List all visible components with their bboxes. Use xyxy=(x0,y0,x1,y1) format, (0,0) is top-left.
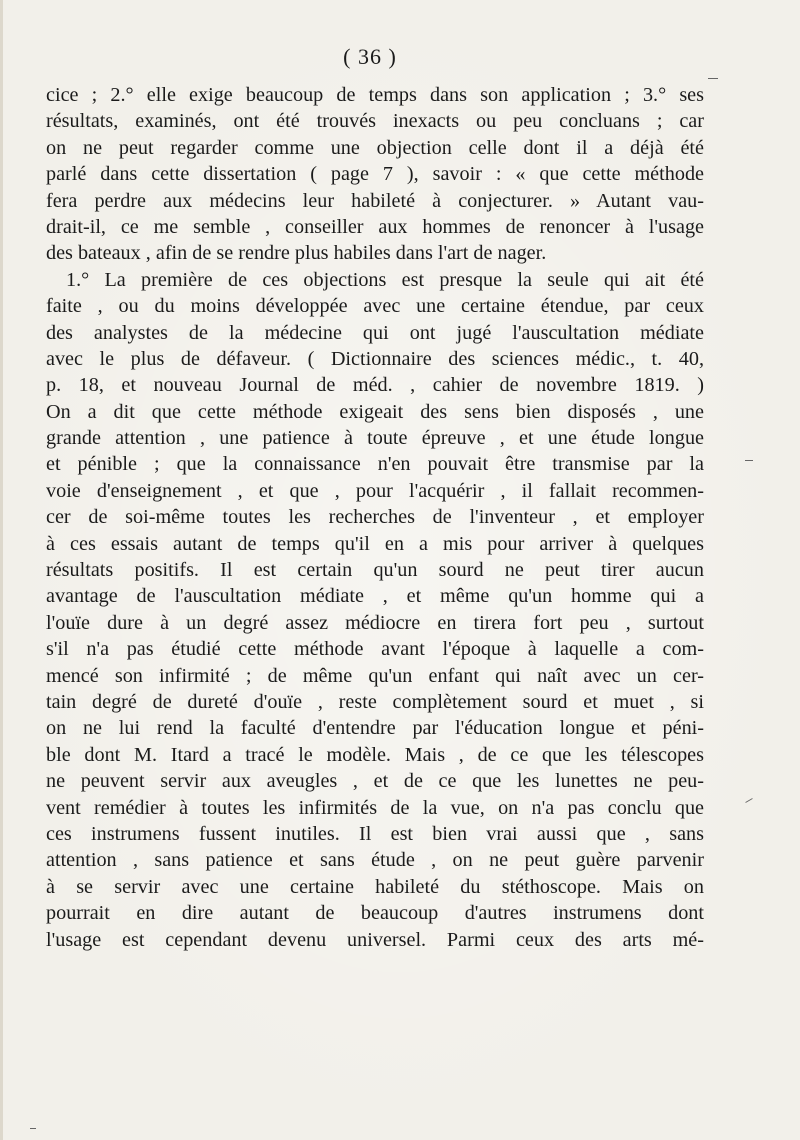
text-line: à ces essais autant de temps qu'il en a mis pour arriver à quelques xyxy=(46,532,704,555)
text-line: avantage de l'auscultation médiate , et même qu'un homme qui a xyxy=(46,585,704,608)
text-line: avec le plus de défaveur. ( Dictionnaire des sciences médic., t. 40, xyxy=(46,347,704,370)
text-line: tain degré de dureté d'ouïe , reste complètement sourd et muet , si xyxy=(46,690,704,713)
text-line: on ne lui rend la faculté d'entendre par l'éducation longue et péni- xyxy=(46,717,704,740)
text-line: ces instrumens fussent inutiles. Il est bien vrai aussi que , sans xyxy=(46,822,704,845)
margin-mark xyxy=(745,460,753,461)
text-line: et pénible ; que la connaissance n'en pouvait être transmise par la xyxy=(46,453,704,476)
text-line: p. 18, et nouveau Journal de méd. , cahier de novembre 1819. ) xyxy=(46,374,704,397)
text-line: des bateaux , afin de se rendre plus habiles dans l'art de nager. xyxy=(46,242,547,265)
text-line: l'ouïe dure à un degré assez médiocre en tirera fort peu , surtout xyxy=(46,611,704,634)
text-line: s'il n'a pas étudié cette méthode avant l'époque à laquelle a com- xyxy=(46,638,704,661)
text-line: grande attention , une patience à toute épreuve , et une étude longue xyxy=(46,427,704,450)
text-line: parlé dans cette dissertation ( page 7 ), savoir : « que cette méthode xyxy=(46,163,704,186)
page-edge-shadow xyxy=(0,0,3,1140)
text-line: l'usage est cependant devenu universel. Parmi ceux des arts mé- xyxy=(46,928,704,951)
page-number: ( 36 ) xyxy=(343,44,397,69)
text-line: attention , sans patience et sans étude , on ne peut guère parvenir xyxy=(46,849,704,872)
text-line: On a dit que cette méthode exigeait des sens bien disposés , une xyxy=(46,400,704,423)
margin-mark xyxy=(708,78,718,79)
text-line: drait-il, ce me semble , conseiller aux hommes de renoncer à l'usage xyxy=(46,215,704,238)
text-line: résultats, examinés, ont été trouvés inexacts ou peu concluans ; car xyxy=(46,110,704,133)
text-line: mencé son infirmité ; de même qu'un enfant qui naît avec un cer- xyxy=(46,664,704,687)
text-line: fera perdre aux médecins leur habileté à conjecturer. » Autant vau- xyxy=(46,189,704,212)
text-line: 1.° La première de ces objections est presque la seule qui ait été xyxy=(66,268,704,291)
text-line: des analystes de la médecine qui ont jugé l'auscultation médiate xyxy=(46,321,704,344)
text-line: voie d'enseignement , et que , pour l'acquérir , il fallait recommen- xyxy=(46,479,704,502)
margin-mark xyxy=(745,798,752,803)
text-line: cer de soi-même toutes les recherches de l'inventeur , et employer xyxy=(46,506,704,529)
text-line: faite , ou du moins développée avec une certaine étendue, par ceux xyxy=(46,295,704,318)
body-text xyxy=(46,82,704,953)
text-line: à se servir avec une certaine habileté du stéthoscope. Mais on xyxy=(46,875,704,898)
margin-mark xyxy=(30,1128,36,1129)
text-line: résultats positifs. Il est certain qu'un sourd ne peut tirer aucun xyxy=(46,559,704,582)
text-line: ne peuvent servir aux aveugles , et de ce que les lunettes ne peu- xyxy=(46,770,704,793)
text-line: pourrait en dire autant de beaucoup d'autres instrumens dont xyxy=(46,902,704,925)
text-line: cice ; 2.° elle exige beaucoup de temps dans son application ; 3.° ses xyxy=(46,84,704,106)
text-line: vent remédier à toutes les infirmités de la vue, on n'a pas conclu que xyxy=(46,796,704,819)
text-line: on ne peut regarder comme une objection celle dont il a déjà été xyxy=(46,136,704,159)
text-line: ble dont M. Itard a tracé le modèle. Mais , de ce que les télescopes xyxy=(46,743,704,766)
